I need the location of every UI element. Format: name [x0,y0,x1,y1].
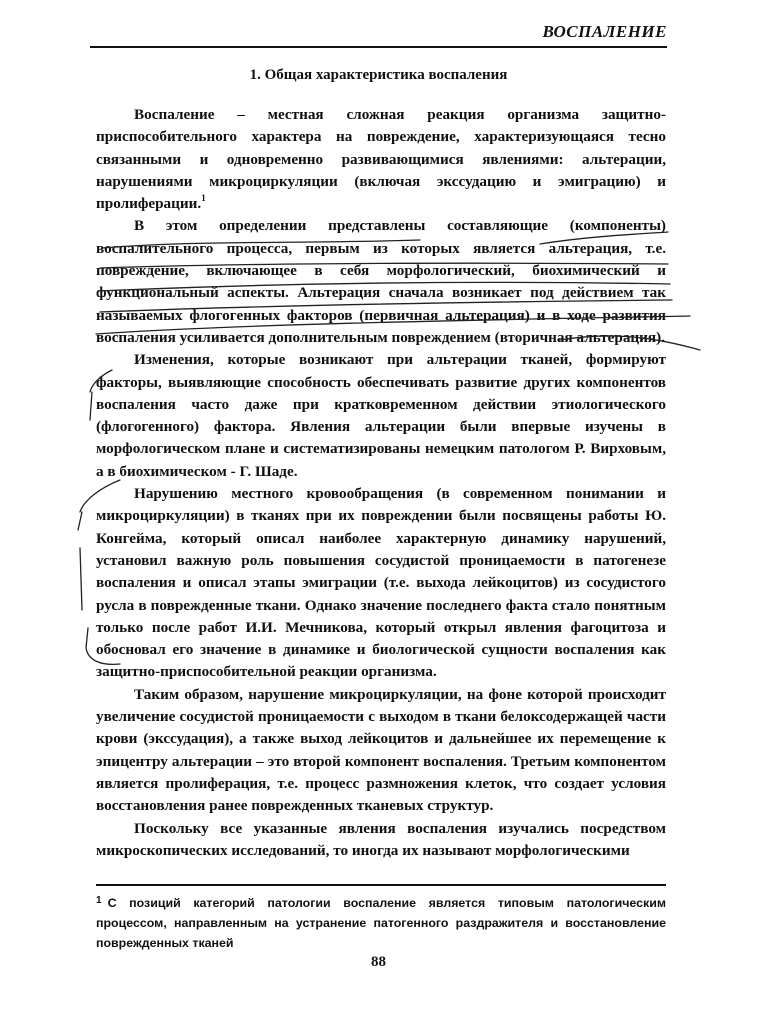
page-number: 88 [371,954,386,970]
footnote-ref[interactable]: 1 [201,193,206,204]
margin-bracket [90,392,92,420]
page-header [90,22,667,48]
footnote-text: С позиций категорий патологии воспаление является типовым патологическим процессом, направленным на устранение патогенного раздражителя и восстановление поврежденных тканей [96,896,666,950]
section-title: 1. Общая характеристика воспаления [249,67,508,83]
margin-bracket [80,548,82,610]
footnote-marker: 1 [96,895,102,906]
paragraph-2: В этом определении представлены составляющие (компоненты) воспалительного процесса, первым из которых является альтерация, т.е. повреждение, включающее в себя морфологический, биохимический и функциональный аспекты. Альтерация сначала возникает под действием так называемых флогогенных факторов (первичная альтерация) и в ходе развития воспаления усиливается дополнительным повреждением (вторичная альтерация). [96,217,666,346]
body-text [96,104,666,862]
footnote [96,893,666,953]
paragraph-5: Таким образом, нарушение микроциркуляции, на фоне которой происходит увеличение сосудистой проницаемости с выходом в ткани белоксодержащей части крови (экссудация), а также выход лейкоцитов и дальнейшее их перемещение к эпицентру альтерации – это второй компонент воспаления. Третьим компонентом является пролиферация, т.е. процесс размножения клеток, что создает условия восстановления ранее поврежденных тканевых структур. [96,685,666,815]
running-head: ВОСПАЛЕНИЕ [542,22,667,41]
paragraph-1 [96,104,666,215]
paragraph-4: Нарушению местного кровообращения (в современном понимании и микроциркуляции) в тканях при их повреждении были посвящены работы Ю. Конгейма, который описал наиболее характерную динамику нарушений, установил важную роль повышения сосудистой проницаемости в патогенезе воспаления и описал этапы эмиграции (т.е. выхода лейкоцитов) из сосудистого русла в поврежденные ткани. Однако значение последнего факта стало понятным только после работ И.И. Мечникова, который открыл явления фагоцитоза и обосновал его значение в динамике и биологической сущности воспаления как защитно-приспособительной реакции организма. [96,485,666,681]
paragraph-6: Поскольку все указанные явления воспаления изучались посредством микроскопических исследований, то иногда их называют морфологическими [96,819,666,859]
footnote-divider [96,884,666,886]
margin-bracket [78,512,82,530]
paragraph-3: Изменения, которые возникают при альтерации тканей, формируют факторы, выявляющие способность обеспечивать развитие других компонентов воспаления часто даже при кратковременном действии этиологического (флогогенного) фактора. Явления альтерации были впервые изучены в морфологическом плане и систематизированы немецким патологом Р. Вирховым, а в биохимическом - Г. Шаде. [96,351,666,480]
paragraph-text: Воспаление – местная сложная реакция организма защитно-приспособительного характера на повреждение, характеризующаяся тесно связанными и одновременно развивающимися явлениями: альтерации, нарушениями микроциркуляции (включая экссудацию и эмиграцию) и пролиферации. [96,106,666,213]
